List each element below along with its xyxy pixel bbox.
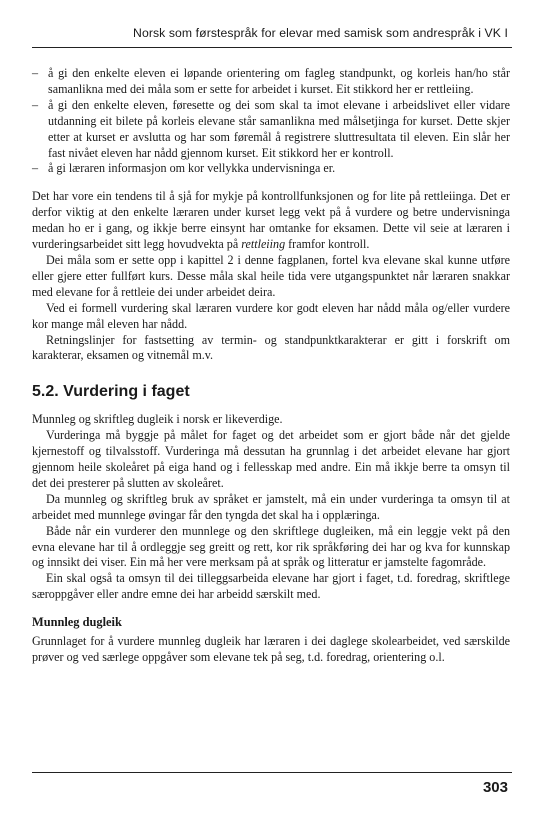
- purpose-list: [32, 66, 510, 177]
- body-paragraph: Ved ei formell vurdering skal læraren vurdere kor godt eleven har nådd måla og/eller vurdere kor mange mål eleven har nådd.: [32, 300, 510, 331]
- dash-bullet: –: [32, 161, 39, 176]
- paragraph-text: framfor kontroll.: [285, 237, 370, 252]
- list-item-text: å gi den enkelte eleven, føresette og dei som skal ta imot elevane i arbeidslivet eller vidare utdanning eit bilete på korleis elevane står samanlikna med målsetjinga for kurset. Dette skjer etter at kurset er avslutta og har som føremål å registrere sluttresultata til eleven. Ein slår her fast nivået eleven har nådd gjennom kurset. Eit stikkord her er kontroll.: [48, 97, 510, 160]
- list-item-text: å gi læraren informasjon om kor vellykka undervisninga er.: [48, 161, 336, 176]
- body-paragraph: Da munnleg og skriftleg bruk av språket er jamstelt, må ein under vurderinga ta omsyn til at arbeidet med munnlege øvingar får den tyngda det skal ha i opplæringa.: [32, 491, 510, 522]
- footer-rule: [32, 772, 512, 773]
- page-body: [32, 66, 510, 666]
- body-paragraph: Vurderinga må byggje på målet for faget og det arbeidet som er gjort både når det gjelde kjernestoff og tilvalsstoff. Vurderinga må dessutan ha grunnlag i det arbeidet elevane har gjort gjennom heile skoleåret på eiga hand og i fellesskap med andre. Ein må ikkje berre ta omsyn til det dei presterer på slutten av skoleåret.: [32, 428, 510, 490]
- emphasis-text: rettleiing: [241, 237, 286, 252]
- body-paragraph: [32, 189, 510, 253]
- header-rule: [32, 47, 512, 48]
- dash-bullet: –: [32, 66, 39, 80]
- body-paragraph: Dei måla som er sette opp i kapittel 2 i denne fagplanen, fortel kva elevane skal kunne utføre eller gjere etter fullført kurs. Desse måla skal heile tida vere utgangspunktet når læraren snakkar med elevane for å rettleie dei under arbeidet deira.: [32, 252, 510, 299]
- body-paragraph: Både når ein vurderer den munnlege og den skriftlege dugleiken, må ein leggje vekt på den evna elevane har til å ordleggje seg greitt og rett, kor rik språkføring dei har og kva for kunnskap og innsikt dei viser. Ein må her vere merksam på at språk og litteratur er jamstelte fagområde.: [32, 523, 510, 570]
- list-item-text: å gi den enkelte eleven ei løpande orientering om fagleg standpunkt, og korleis han/ho står samanlikna med dei måla som er sette for arbeidet i kurset. Eit stikkord her er rettleiing.: [48, 66, 510, 96]
- list-item: [32, 161, 510, 177]
- body-paragraph: Munnleg og skriftleg dugleik i norsk er likeverdige.: [32, 412, 283, 427]
- list-item: [32, 66, 510, 98]
- body-paragraph: Grunnlaget for å vurdere munnleg dugleik har læraren i dei daglege skolearbeidet, ved særskilde prøver og ved særlege oppgåver som elevane tek på seg, t.d. foredrag, orientering o.l.: [32, 634, 510, 664]
- paragraph-text: Det har vore ein tendens til å sjå for mykje på kontrollfunksjonen og for lite på rettleiinga. Det er derfor viktig at den enkelte læraren under kurset legg vekt på å vurdere og betre undervisninga medan ho er i gang, og ikkje berre einsynt har omtanke for eksamen. Dette vil seie at læraren i vurderingsarbeidet sitt legg hovudvekta på: [32, 189, 510, 252]
- body-paragraph: Retningslinjer for fastsetting av termin- og standpunktkarakterar er gitt i forskrift om karakterar, eksamen og vitnemål m.v.: [32, 332, 510, 363]
- running-header: Norsk som førstespråk for elevar med samisk som andrespråk i VK I: [133, 26, 508, 40]
- dash-bullet: –: [32, 97, 39, 112]
- page-number: 303: [482, 779, 508, 796]
- body-paragraph: Ein skal også ta omsyn til dei tilleggsarbeida elevane har gjort i faget, t.d. foredrag, skriftlege særoppgåver eller andre emne dei har arbeidd særskilt med.: [32, 571, 510, 602]
- subsection-heading: Munnleg dugleik: [32, 615, 122, 630]
- section-heading: 5.2. Vurdering i faget: [32, 383, 190, 401]
- list-item: [32, 98, 510, 162]
